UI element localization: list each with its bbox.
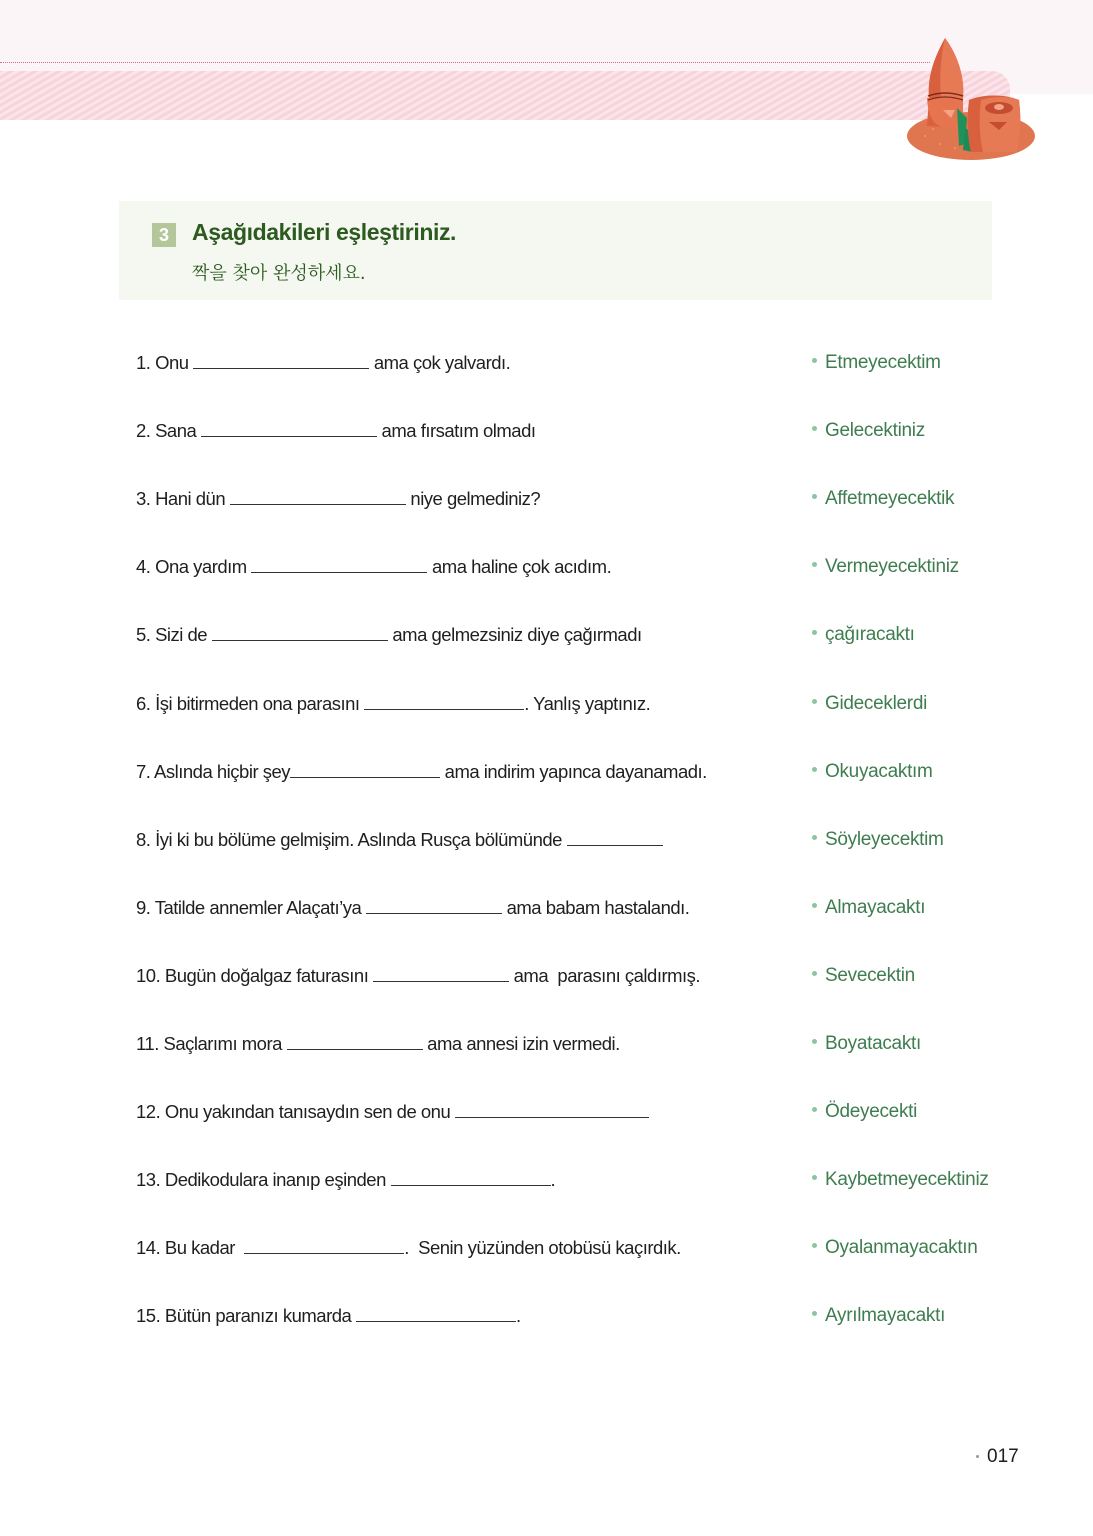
answer-option-text: Gelecektiniz <box>825 420 925 441</box>
sentence-after: . Yanlış yaptınız. <box>524 693 651 714</box>
answer-option[interactable] <box>812 692 927 716</box>
page-number <box>976 1446 1019 1468</box>
answer-option-text: Vermeyecektiniz <box>825 556 959 577</box>
answer-blank[interactable] <box>287 1033 423 1050</box>
sentence-after: . <box>550 1169 556 1190</box>
sentence-before: 12. Onu yakından tanısaydın sen de onu <box>136 1101 455 1122</box>
answer-option-text: Almayacaktı <box>825 897 926 918</box>
sentence-item <box>136 487 540 511</box>
sentence-after: ama gelmezsiniz diye çağırmadı <box>387 624 642 645</box>
answer-option-text: Affetmeyecektik <box>825 488 955 509</box>
answer-option-text: Okuyacaktım <box>825 761 933 782</box>
sentence-item <box>136 760 707 784</box>
bullet-dot-icon <box>812 1311 817 1316</box>
sentence-after: ama babam hastalandı. <box>501 897 690 918</box>
sentence-before: 8. İyi ki bu bölüme gelmişim. Aslında Rusça bölümünde <box>136 829 567 850</box>
answer-blank[interactable] <box>212 624 388 641</box>
bullet-dot-icon <box>812 903 817 908</box>
answer-option[interactable] <box>812 1100 917 1124</box>
sentence-item <box>136 1236 681 1260</box>
page-dot <box>976 1455 979 1458</box>
sentence-before: 7. Aslında hiçbir şey <box>136 761 291 782</box>
sentence-item <box>136 964 700 988</box>
sentence-before: 14. Bu kadar <box>136 1237 245 1258</box>
answer-option[interactable] <box>812 1032 921 1056</box>
answer-option[interactable] <box>812 623 915 647</box>
exercise-number-badge: 3 <box>152 223 176 247</box>
sentence-before: 15. Bütün paranızı kumarda <box>136 1305 356 1326</box>
answer-option-text: Ödeyecekti <box>825 1101 918 1122</box>
answer-blank[interactable] <box>567 829 663 846</box>
answer-option-text: Söyleyecektim <box>825 829 944 850</box>
answer-option[interactable] <box>812 419 925 443</box>
answer-option-text: Boyatacaktı <box>825 1033 921 1054</box>
sentence-after: ama annesi izin vermedi. <box>422 1033 620 1054</box>
bullet-dot-icon <box>812 767 817 772</box>
sentence-before: 13. Dedikodulara inanıp eşinden <box>136 1169 391 1190</box>
answer-option-text: çağıracaktı <box>825 624 915 645</box>
answer-blank[interactable] <box>455 1101 649 1118</box>
bullet-dot-icon <box>812 1107 817 1112</box>
exercise-subtitle: 짝을 찾아 완성하세요. <box>192 263 366 284</box>
sentence-after: . Senin yüzünden otobüsü kaçırdık. <box>404 1237 681 1258</box>
sentence-item <box>136 1304 521 1328</box>
bullet-dot-icon <box>812 1243 817 1248</box>
answer-blank[interactable] <box>244 1237 404 1254</box>
sentence-item <box>136 555 611 579</box>
answer-option-text: Kaybetmeyecektiniz <box>825 1169 989 1190</box>
answer-blank[interactable] <box>201 420 377 437</box>
sentence-after: niye gelmediniz? <box>405 488 541 509</box>
sentence-before: 10. Bugün doğalgaz faturasını <box>136 965 373 986</box>
bullet-dot-icon <box>812 1039 817 1044</box>
answer-option[interactable] <box>812 1236 978 1260</box>
instruction-box <box>119 201 992 300</box>
answer-blank[interactable] <box>373 965 509 982</box>
answer-blank[interactable] <box>391 1169 551 1186</box>
sentence-item <box>136 828 663 852</box>
sentence-after: ama parasını çaldırmış. <box>509 965 701 986</box>
answer-option[interactable] <box>812 828 944 852</box>
sentence-before: 4. Ona yardım <box>136 556 252 577</box>
answer-option[interactable] <box>812 351 941 375</box>
answer-option[interactable] <box>812 555 959 579</box>
bullet-dot-icon <box>812 562 817 567</box>
sentence-item <box>136 692 650 716</box>
sentence-after: ama fırsatım olmadı <box>376 420 536 441</box>
bullet-dot-icon <box>812 835 817 840</box>
sentence-before: 5. Sizi de <box>136 624 212 645</box>
stone-heads-illustration <box>905 36 1040 166</box>
sentence-after: ama indirim yapınca dayanamadı. <box>440 761 707 782</box>
answer-option-text: Ayrılmayacaktı <box>825 1305 946 1326</box>
page-number-text: 017 <box>987 1446 1019 1467</box>
sentence-before: 11. Saçlarımı mora <box>136 1033 287 1054</box>
sentence-item <box>136 896 689 920</box>
answer-option-text: Gideceklerdi <box>825 693 928 714</box>
sentence-item <box>136 1168 555 1192</box>
sentence-item <box>136 351 510 375</box>
bullet-dot-icon <box>812 971 817 976</box>
exercise-title: Aşağıdakileri eşleştiriniz. <box>192 219 457 245</box>
answer-blank[interactable] <box>356 1305 516 1322</box>
answer-option-text: Oyalanmayacaktın <box>825 1237 978 1258</box>
sentence-after: ama çok yalvardı. <box>369 352 511 373</box>
answer-blank[interactable] <box>251 556 427 573</box>
answer-blank[interactable] <box>364 693 524 710</box>
bullet-dot-icon <box>812 1175 817 1180</box>
sentence-before: 6. İşi bitirmeden ona parasını <box>136 693 365 714</box>
bullet-dot-icon <box>812 494 817 499</box>
sentence-item <box>136 623 642 647</box>
sentence-before: 3. Hani dün <box>136 488 230 509</box>
sentence-item <box>136 1032 620 1056</box>
sentence-item <box>136 1100 649 1124</box>
sentence-after: ama haline çok acıdım. <box>427 556 612 577</box>
answer-blank[interactable] <box>230 488 406 505</box>
answer-option[interactable] <box>812 964 915 988</box>
answer-blank[interactable] <box>290 761 440 778</box>
answer-blank[interactable] <box>193 352 369 369</box>
sentence-item <box>136 419 536 443</box>
sentence-before: 2. Sana <box>136 420 201 441</box>
answer-option-text: Etmeyecektim <box>825 352 941 373</box>
sentence-before: 9. Tatilde annemler Alaçatı’ya <box>136 897 366 918</box>
bullet-dot-icon <box>812 426 817 431</box>
header-stripe-band <box>0 71 1010 120</box>
bullet-dot-icon <box>812 699 817 704</box>
answer-option[interactable] <box>812 760 933 784</box>
sentence-before: 1. Onu <box>136 352 194 373</box>
bullet-dot-icon <box>812 630 817 635</box>
header-dotted-line <box>0 62 930 63</box>
answer-option[interactable] <box>812 1168 989 1192</box>
answer-option-text: Sevecektin <box>825 965 915 986</box>
answer-option[interactable] <box>812 487 954 511</box>
bullet-dot-icon <box>812 358 817 363</box>
answer-blank[interactable] <box>366 897 502 914</box>
answer-option[interactable] <box>812 1304 945 1328</box>
sentence-after: . <box>515 1305 521 1326</box>
answer-option[interactable] <box>812 896 925 920</box>
